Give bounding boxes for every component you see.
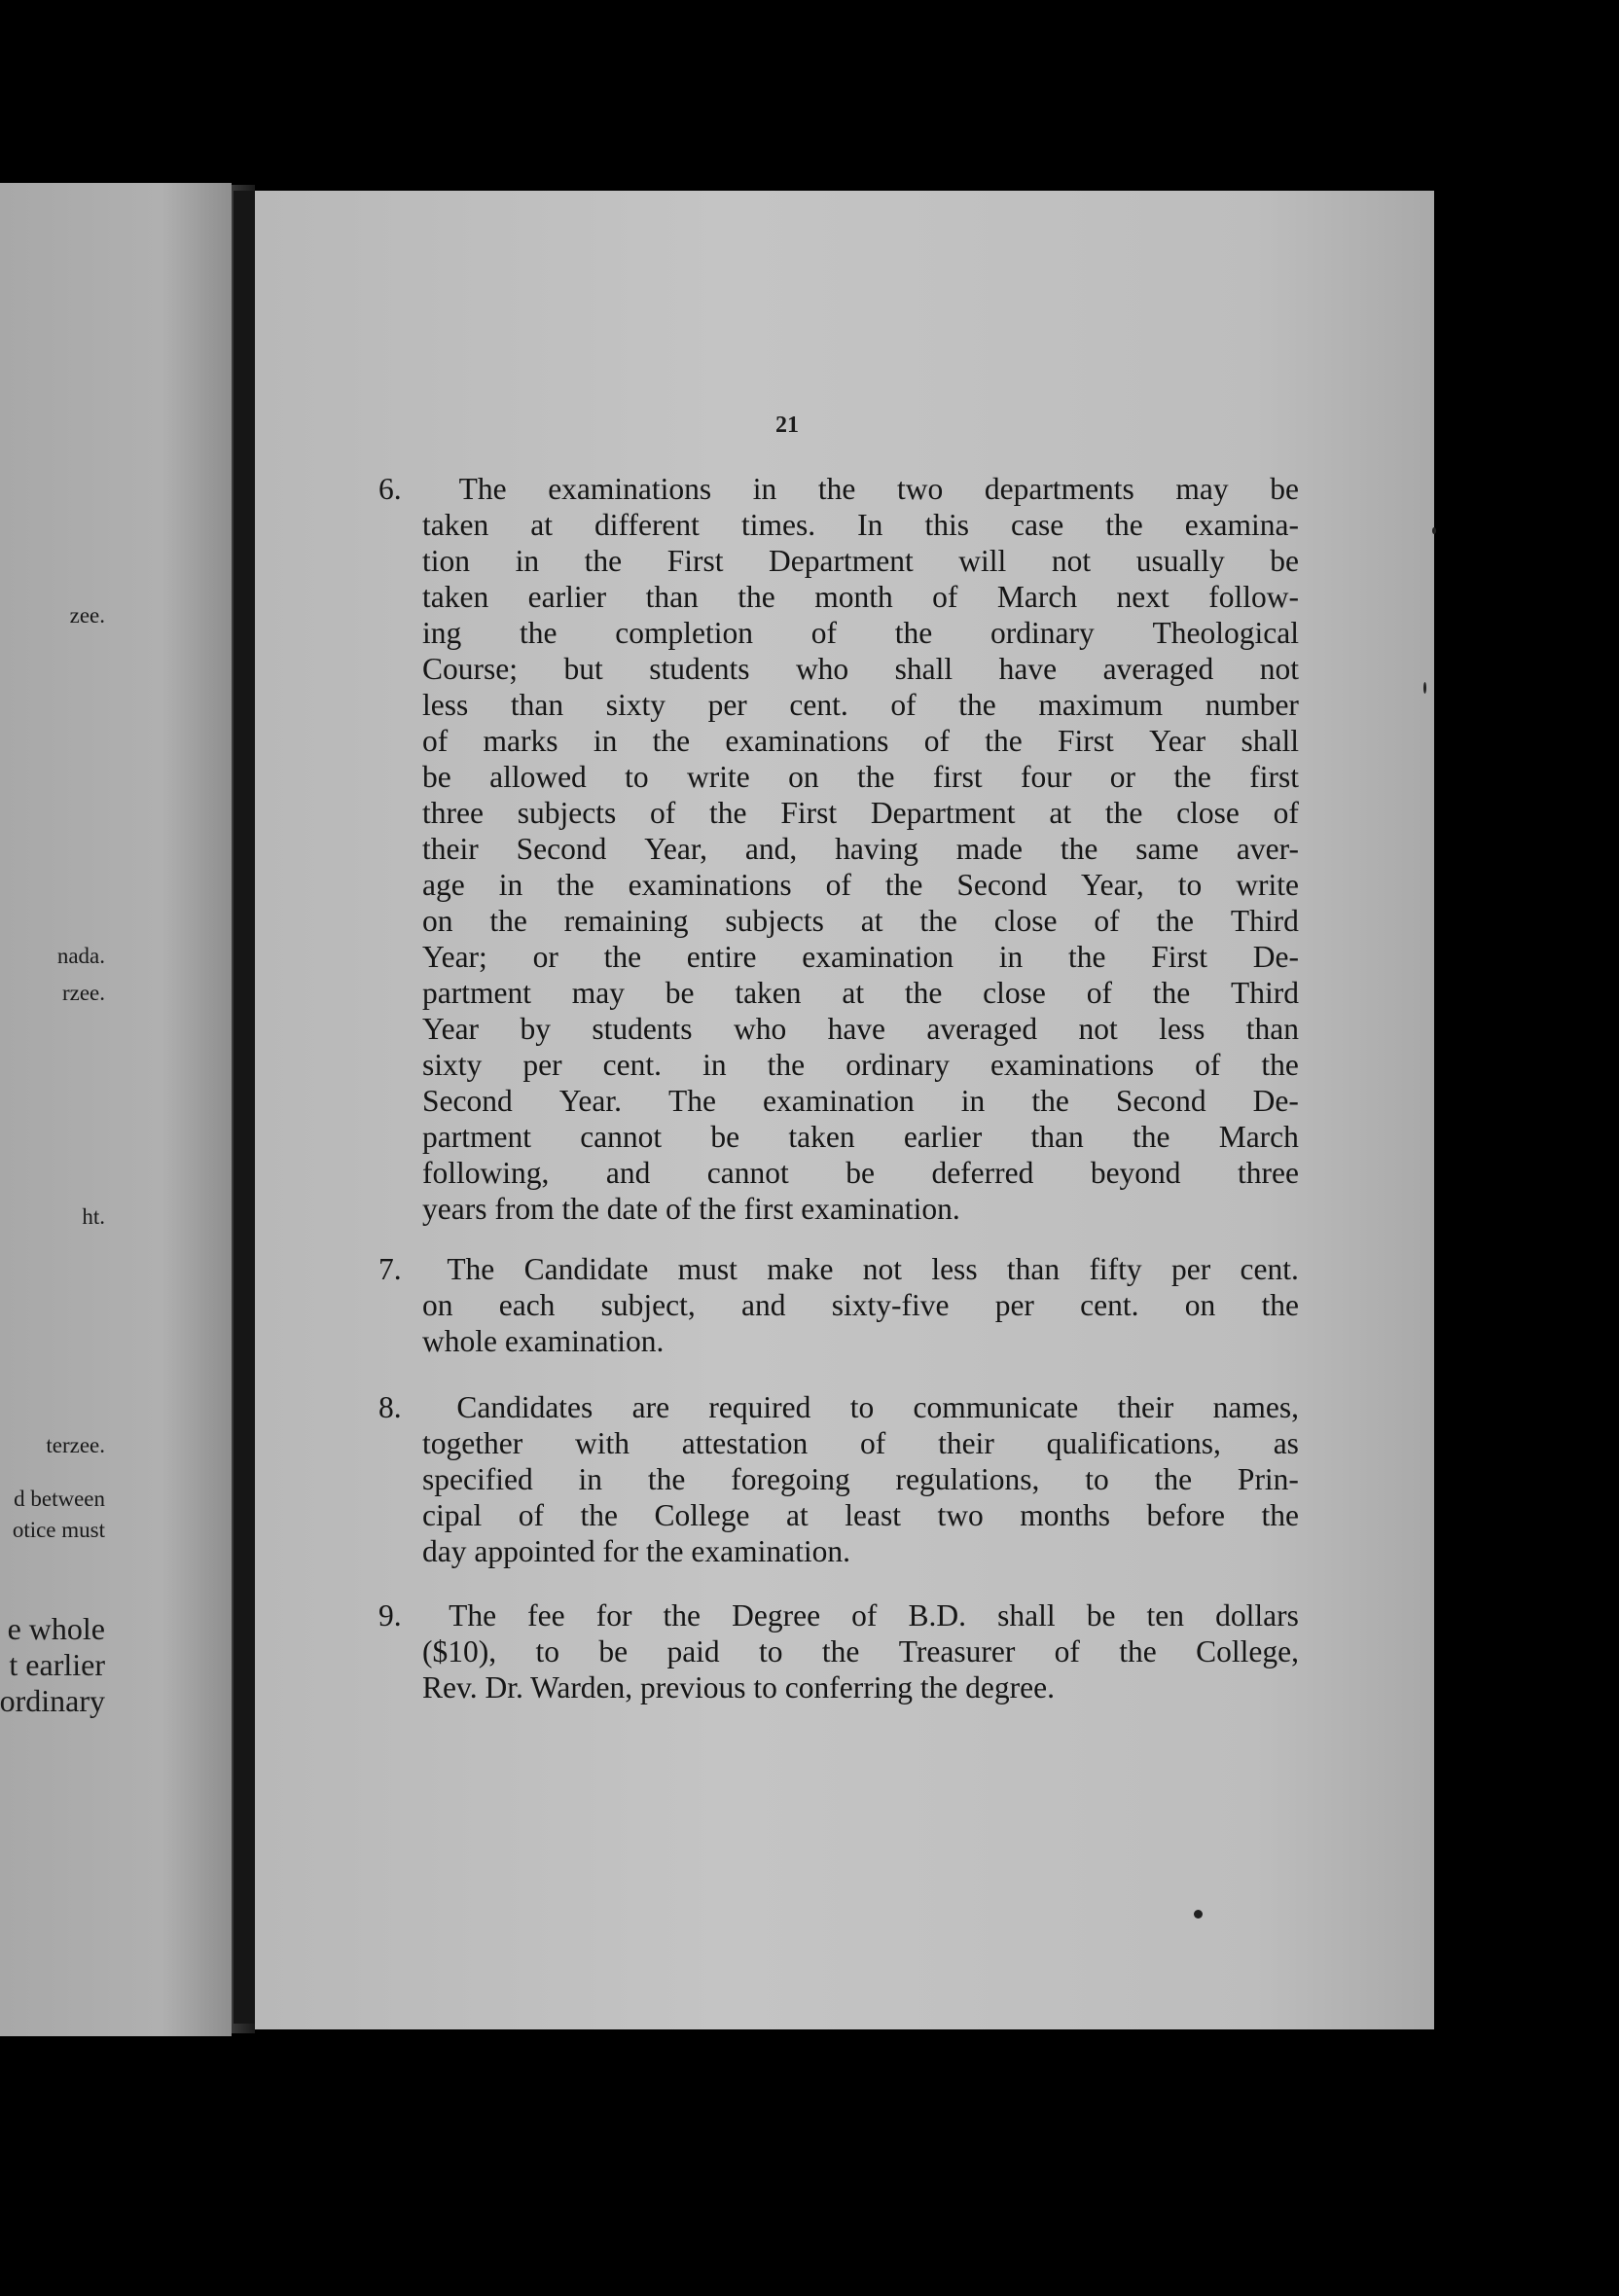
regulation-item [378,1389,1299,1569]
binding-gutter [234,191,257,2024]
text-line: partment cannot be taken earlier than the March [422,1120,1299,1154]
text-line: age in the examinations of the Second Year, to write [422,868,1299,902]
page-number: 21 [775,413,799,438]
text-line: cipal of the College at least two months before the [422,1498,1299,1532]
text-line: on the remaining subjects at the close of the Third [422,904,1299,938]
left-fragment: d between [14,1487,105,1511]
left-fragment: t earlier [9,1647,105,1682]
text-line: Rev. Dr. Warden, previous to conferring the degree. [422,1670,1055,1704]
text-line: be allowed to write on the first four or the first [422,760,1299,794]
left-fragment: ordinary [0,1683,105,1718]
left-fragment: terzee. [46,1433,105,1457]
text-line: ($10), to be paid to the Treasurer of the College, [422,1634,1299,1668]
text-line: Second Year. The examination in the Second De- [422,1084,1299,1118]
item-number: 6. [378,472,402,506]
ink-speck [1423,682,1426,694]
ink-speck [1194,1910,1203,1919]
text-line: day appointed for the examination. [422,1534,850,1568]
text-line: Course; but students who shall have averaged not [422,652,1299,686]
text-line: 9. The fee for the Degree of B.D. shall be ten dollars [378,1598,1299,1632]
text-line: whole examination. [422,1324,665,1358]
text-line: three subjects of the First Department at the close of [422,796,1299,830]
text-line: partment may be taken at the close of the Third [422,976,1299,1010]
text-line: 8. Candidates are required to communicate their names, [378,1390,1299,1424]
item-number: 9. [378,1598,402,1632]
text-line: 7. The Candidate must make not less than fifty per cent. [378,1252,1299,1286]
current-page [255,191,1434,2029]
text-line: taken at different times. In this case the examina- [422,508,1299,542]
item-number: 7. [378,1252,402,1286]
left-fragment: otice must [12,1518,105,1542]
regulation-item [378,1597,1299,1705]
item-number: 8. [378,1390,402,1424]
text-line: together with attestation of their qualifications, as [422,1426,1299,1460]
left-fragment: nada. [56,944,105,968]
text-line: their Second Year, and, having made the same aver- [422,832,1299,866]
text-line: specified in the foregoing regulations, to the Prin- [422,1462,1299,1496]
left-fragment: e whole [7,1611,105,1646]
text-line: of marks in the examinations of the First Year shall [422,724,1299,758]
text-line: 6. The examinations in the two departments may be [378,472,1299,506]
text-line: following, and cannot be deferred beyond three [422,1156,1299,1190]
left-fragment: rzee. [61,981,105,1005]
previous-page-edge [0,183,232,2036]
left-fragment: ht. [82,1204,105,1229]
text-line: ing the completion of the ordinary Theological [422,616,1299,650]
text-line: years from the date of the first examination. [422,1192,960,1226]
regulation-item [378,1251,1299,1359]
text-line: Year; or the entire examination in the First De- [422,940,1299,974]
text-line: Year by students who have averaged not less than [422,1012,1299,1046]
text-line: sixty per cent. in the ordinary examinations of the [422,1048,1299,1082]
text-line: less than sixty per cent. of the maximum number [422,688,1299,722]
text-line: tion in the First Department will not usually be [422,544,1299,578]
regulation-item [378,471,1299,1227]
ink-speck [1432,527,1436,534]
text-line: taken earlier than the month of March next follow- [422,580,1299,614]
text-line: on each subject, and sixty-five per cent. on the [422,1288,1299,1322]
left-fragment: zee. [69,603,105,628]
